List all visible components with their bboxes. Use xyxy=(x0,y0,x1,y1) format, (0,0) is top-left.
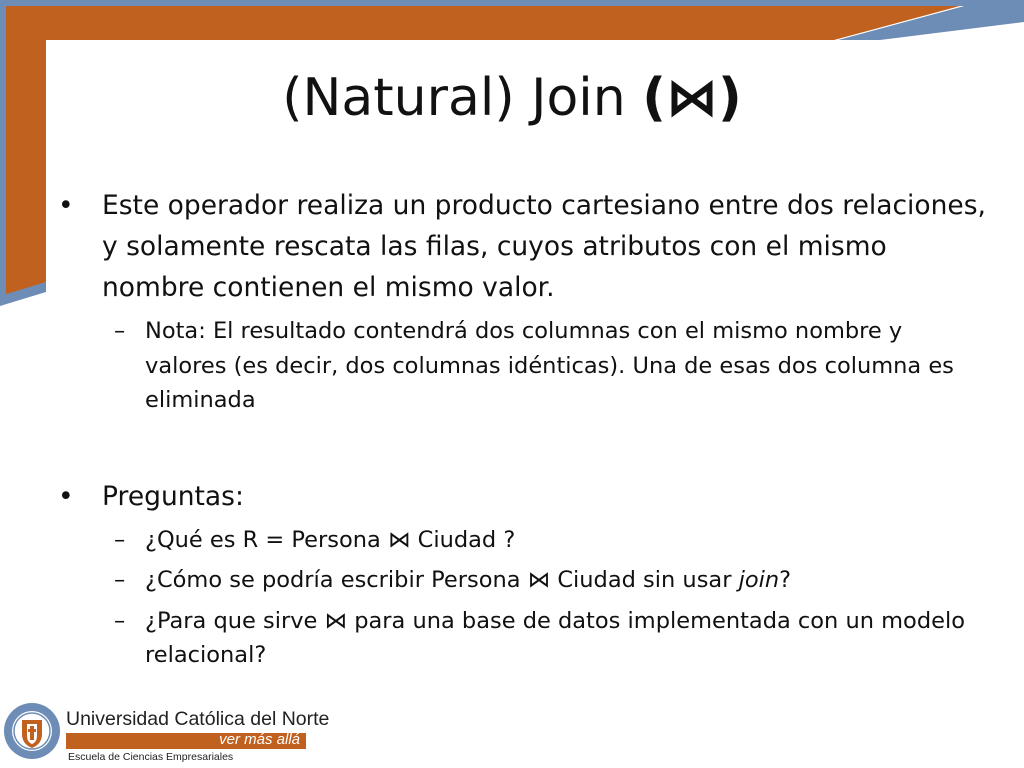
university-name: Universidad Católica del Norte xyxy=(66,708,330,730)
bullet-text: Este operador realiza un producto cartesiano entre dos relaciones, y solamente rescata las filas, cuyos atributos con el mismo nombre contienen el mismo valor. xyxy=(102,190,986,303)
subitem-note xyxy=(58,314,988,418)
subitem-question-1 xyxy=(58,523,988,558)
university-logo xyxy=(0,696,330,768)
subitem-text-before: ¿Cómo se podría escribir Persona ⋈ Ciudad sin usar xyxy=(145,567,739,593)
slide-title xyxy=(0,62,1024,134)
title-join-symbol: (⋈) xyxy=(642,68,742,128)
subitem-text-after: ? xyxy=(779,567,792,593)
bullet-item-definition xyxy=(58,185,988,308)
university-motto: ver más allá xyxy=(219,731,300,748)
frame-orange-band-top xyxy=(0,6,960,40)
dash-marker: – xyxy=(114,526,126,553)
motto-bar xyxy=(66,733,306,749)
bullet-item-questions xyxy=(58,476,988,517)
subitem-text: ¿Qué es R = Persona ⋈ Ciudad ? xyxy=(145,526,516,553)
dash-marker: – xyxy=(114,318,126,344)
subitem-question-2 xyxy=(58,563,988,598)
subitem-text: ¿Para que sirve ⋈ para una base de datos implementada con un modelo relacional? xyxy=(145,607,965,668)
bullet-marker: • xyxy=(58,190,74,221)
bullet-marker: • xyxy=(58,480,74,512)
subitem-question-3 xyxy=(58,604,988,673)
frame-blue-stripe-top xyxy=(0,0,1024,6)
subitem-text: Nota: El resultado contendrá dos columnas con el mismo nombre y valores (es decir, dos columnas idénticas). Una de esas dos columna es eliminada xyxy=(145,318,954,413)
frame-blue-stripe-left xyxy=(0,6,6,300)
dash-marker: – xyxy=(114,607,126,634)
bullet-text: Preguntas: xyxy=(102,480,244,512)
subitem-text-italic: join xyxy=(738,567,780,593)
slide-body xyxy=(58,185,988,673)
title-text: (Natural) Join xyxy=(282,68,643,128)
dash-marker: – xyxy=(114,567,126,593)
school-name: Escuela de Ciencias Empresariales xyxy=(68,751,234,763)
university-seal-icon xyxy=(3,702,61,760)
